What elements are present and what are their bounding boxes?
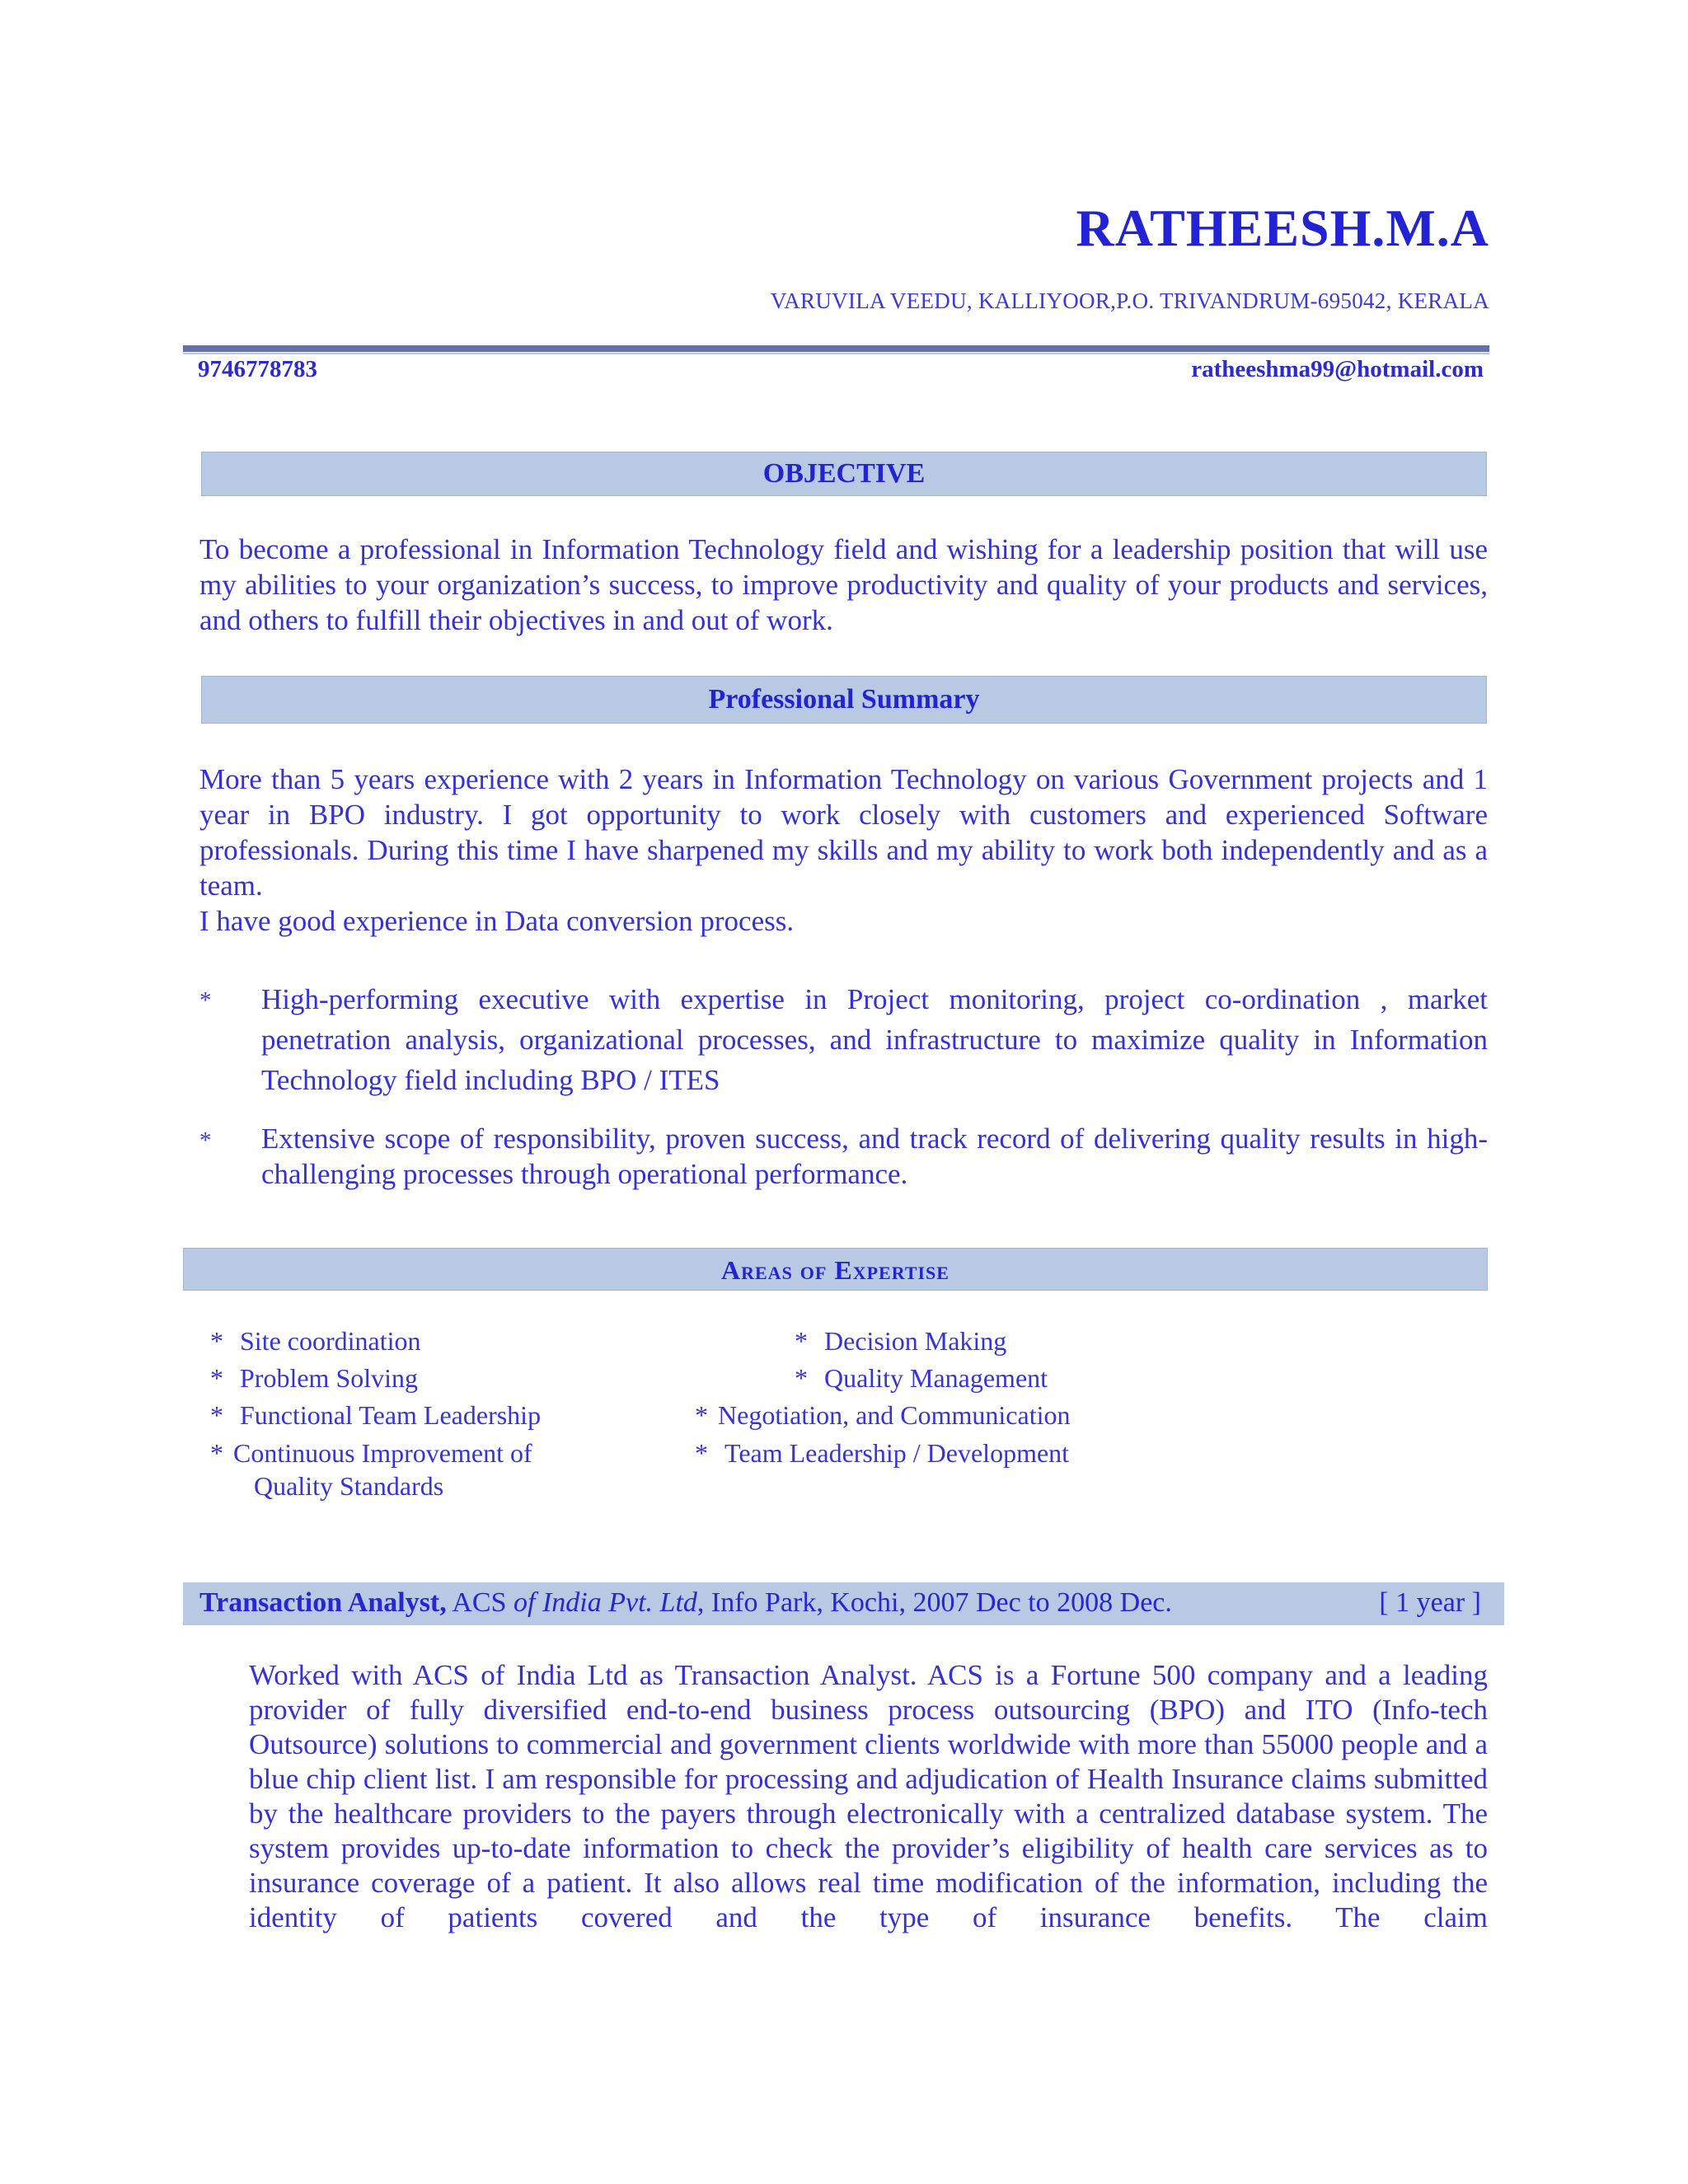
summary-heading-band <box>201 676 1487 724</box>
summary-bullet: High-performing executive with expertise in Project monitoring, project co-ordination , market penetration analysis, organizational processes, and infrastructure to maximize quality in Information Technology field including BPO / ITES <box>261 983 1488 1096</box>
bullet-marker: * <box>199 987 212 1014</box>
expertise-item: * Decision Making <box>795 1326 1007 1356</box>
expertise-item: * Team Leadership / Development <box>695 1438 1070 1468</box>
job-heading-bar <box>183 1582 1504 1625</box>
job-company-name: of India Pvt. Ltd <box>513 1587 697 1618</box>
expertise-item: * Quality Management <box>795 1363 1048 1393</box>
job-duration: [ 1 year ] <box>1379 1587 1481 1618</box>
header-divider <box>183 345 1489 352</box>
job-location-dates: , Info Park, Kochi, 2007 Dec to 2008 Dec. <box>696 1587 1172 1618</box>
expertise-item: * Negotiation, and Communication <box>695 1400 1071 1430</box>
job-heading <box>199 1582 1172 1624</box>
header-divider-shadow <box>183 353 1489 354</box>
expertise-item: * Continuous Improvement of <box>210 1438 532 1468</box>
summary-bullet: Extensive scope of responsibility, proven success, and track record of delivering quality results in high-challenging processes through operational performance. <box>261 1122 1488 1190</box>
objective-heading: OBJECTIVE <box>762 458 926 489</box>
expertise-heading: Areas of Expertise <box>721 1255 950 1285</box>
summary-heading: Professional Summary <box>708 684 980 715</box>
email-address: ratheeshma99@hotmail.com <box>1191 356 1484 382</box>
job-company: ACS <box>452 1587 507 1618</box>
summary-text: More than 5 years experience with 2 years in Information Technology on various Government projects and 1 year in BPO industry. I got opportunity to work closely with customers and experienced Software professionals. During this time I have sharpened my skills and my ability to work both independently and as a team. <box>199 763 1488 902</box>
expertise-item: * Functional Team Leadership <box>210 1400 542 1430</box>
expertise-item: * Site coordination <box>210 1326 421 1356</box>
objective-heading-band <box>201 452 1487 496</box>
bullet-marker: * <box>199 1127 212 1154</box>
job-description: Worked with ACS of India Ltd as Transaction Analyst. ACS is a Fortune 500 company and a leading provider of fully diversified end-to-end business process outsourcing (BPO) and ITO (Info-tech Outsource) solutions to commercial and government clients worldwide with more than 55000 people and a blue chip client list. I am responsible for processing and adjudication of Health Insurance claims submitted by the healthcare providers to the payers through electronically with a centralized database system. The system provides up-to-date information to check the provider’s eligibility of health care services as to insurance coverage of a patient. It also allows real time modification of the information, including the identity of patients covered and the type of insurance benefits. The claim <box>249 1659 1488 1933</box>
objective-text: To become a professional in Information Technology field and wishing for a leadership position that will use my abilities to your organization’s success, to improve productivity and quality of your products and services, and others to fulfill their objectives in and out of work. <box>199 533 1488 636</box>
expertise-heading-band <box>183 1248 1488 1291</box>
expertise-item: * Problem Solving <box>210 1363 419 1393</box>
phone-number: 9746778783 <box>198 356 317 382</box>
candidate-name: RATHEESH.M.A <box>1076 199 1489 257</box>
summary-text-2: I have good experience in Data conversion process. <box>199 905 795 937</box>
job-title: Transaction Analyst, <box>199 1587 447 1618</box>
expertise-item-continued: Quality Standards <box>254 1471 444 1501</box>
address: VARUVILA VEEDU, KALLIYOOR,P.O. TRIVANDRUM-695042, KERALA <box>770 288 1489 313</box>
